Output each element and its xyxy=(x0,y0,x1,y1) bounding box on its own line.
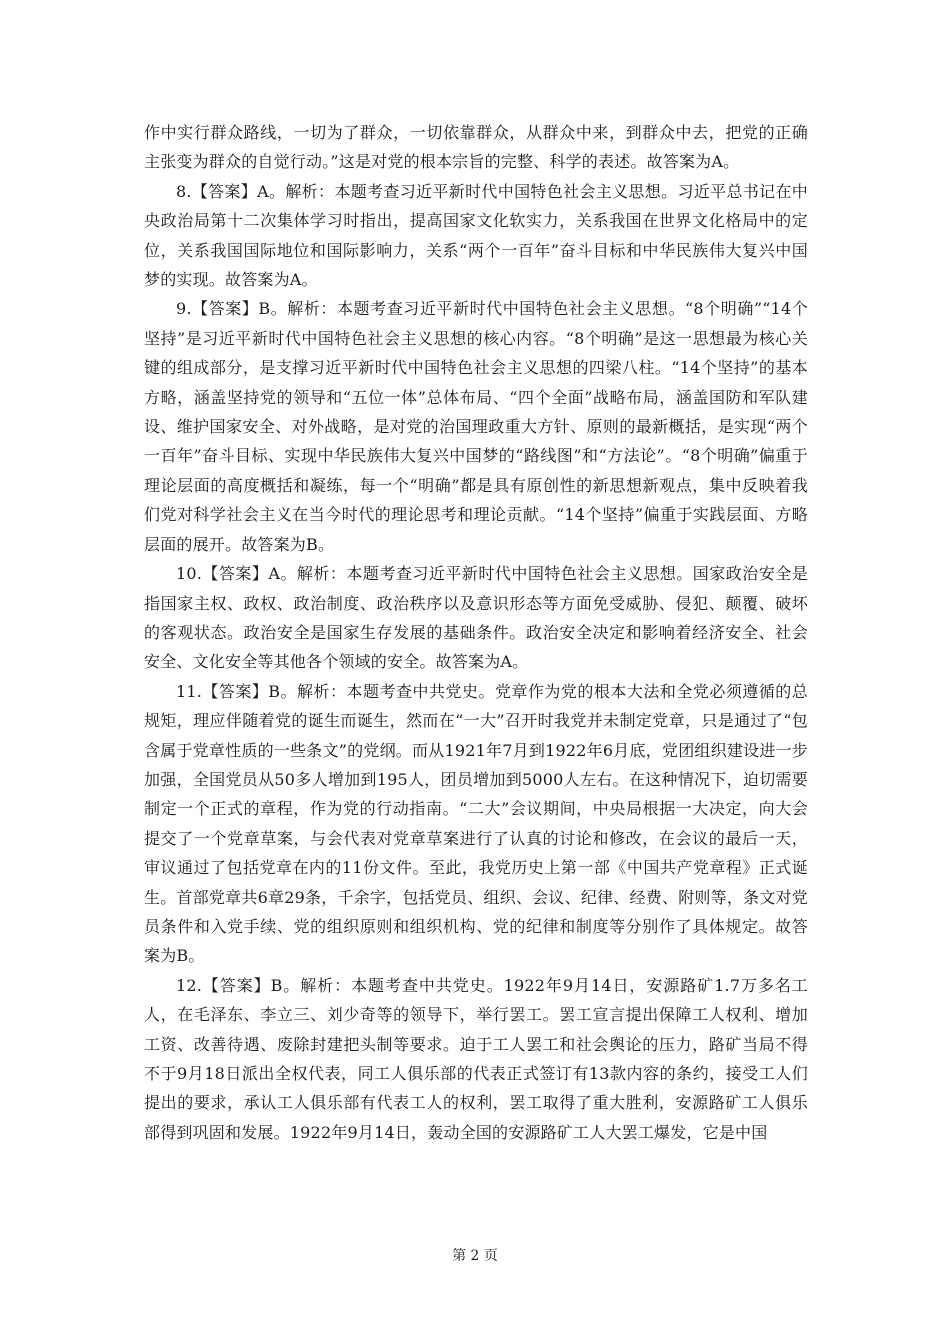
paragraph-answer-9: 9.【答案】B。解析：本题考查习近平新时代中国特色社会主义思想。“8个明确”“14个坚持”是习近平新时代中国特色社会主义思想的核心内容。“8个明确”是这一思想最为核心关键的组成部分，是支撑习近平新时代中国特色社会主义思想的四梁八柱。“14个坚持”的基本方略，涵盖坚持党的领导和“五位一体”总体布局、“四个全面”战略布局，涵盖国防和军队建设、维护国家安全、对外战略，是对党的治国理政重大方针、原则的最新概括，是实现“两个一百年”奋斗目标、实现中华民族伟大复兴中国梦的“路线图”和“方法论”。“8个明确”偏重于理论层面的高度概括和凝练，每一个“明确”都是具有原创性的新思想新观点，集中反映着我们党对科学社会主义在当今时代的理论思考和理论贡献。“14个坚持”偏重于实践层面、方略层面的展开。故答案为B。 xyxy=(144,299,808,554)
document-body xyxy=(144,118,808,1147)
page-number: 第 2 页 xyxy=(452,1248,498,1264)
paragraph-answer-11: 11.【答案】B。解析：本题考查中共党史。党章作为党的根本大法和全党必须遵循的总规矩，理应伴随着党的诞生而诞生，然而在“一大”召开时我党并未制定党章，只是通过了“包含属于党章性质的一些条文”的党纲。而从1921年7月到1922年6月底，党团组织建设进一步加强，全国党员从50多人增加到195人，团员增加到5000人左右。在这种情况下，迫切需要制定一个正式的章程，作为党的行动指南。“二大”会议期间，中央局根据一大决定，向大会提交了一个党章草案，与会代表对党章草案进行了认真的讨论和修改，在会议的最后一天，审议通过了包括党章在内的11份文件。至此，我党历史上第一部《中国共产党章程》正式诞生。首部党章共6章29条，千余字，包括党员、组织、会议、纪律、经费、附则等，条文对党员条件和入党手续、党的组织原则和组织机构、党的纪律和制度等分别作了具体规定。故答案为B。 xyxy=(144,681,808,966)
paragraph-answer-8: 8.【答案】A。解析：本题考查习近平新时代中国特色社会主义思想。习近平总书记在中央政治局第十二次集体学习时指出，提高国家文化软实力，关系我国在世界文化格局中的定位，关系我国国际地位和国际影响力，关系“两个一百年”奋斗目标和中华民族伟大复兴中国梦的实现。故答案为A。 xyxy=(144,181,808,290)
paragraph-continuation: 作中实行群众路线，一切为了群众，一切依靠群众，从群众中来，到群众中去，把党的正确主张变为群众的自觉行动。”这是对党的根本宗旨的完整、科学的表述。故答案为A。 xyxy=(144,123,808,172)
paragraph-answer-10: 10.【答案】A。解析：本题考查习近平新时代中国特色社会主义思想。国家政治安全是指国家主权、政权、政治制度、政治秩序以及意识形态等方面免受威胁、侵犯、颠覆、破坏的客观状态。政治安全是国家生存发展的基础条件。政治安全决定和影响着经济安全、社会安全、文化安全等其他各个领域的安全。故答案为A。 xyxy=(144,564,808,672)
paragraph-answer-12: 12.【答案】B。解析：本题考查中共党史。1922年9月14日，安源路矿1.7万多名工人，在毛泽东、李立三、刘少奇等的领导下，举行罢工。罢工宣言提出保障工人权利、增加工资、改善待遇、废除封建把头制等要求。迫于工人罢工和社会舆论的压力，路矿当局不得不于9月18日派出全权代表，同工人俱乐部的代表正式签订有13款内容的条约，接受工人们提出的要求，承认工人俱乐部有代表工人的权利，罢工取得了重大胜利，安源路矿工人俱乐部得到巩固和发展。1922年9月14日，轰动全国的安源路矿工人大罢工爆发，它是中国 xyxy=(144,975,808,1142)
